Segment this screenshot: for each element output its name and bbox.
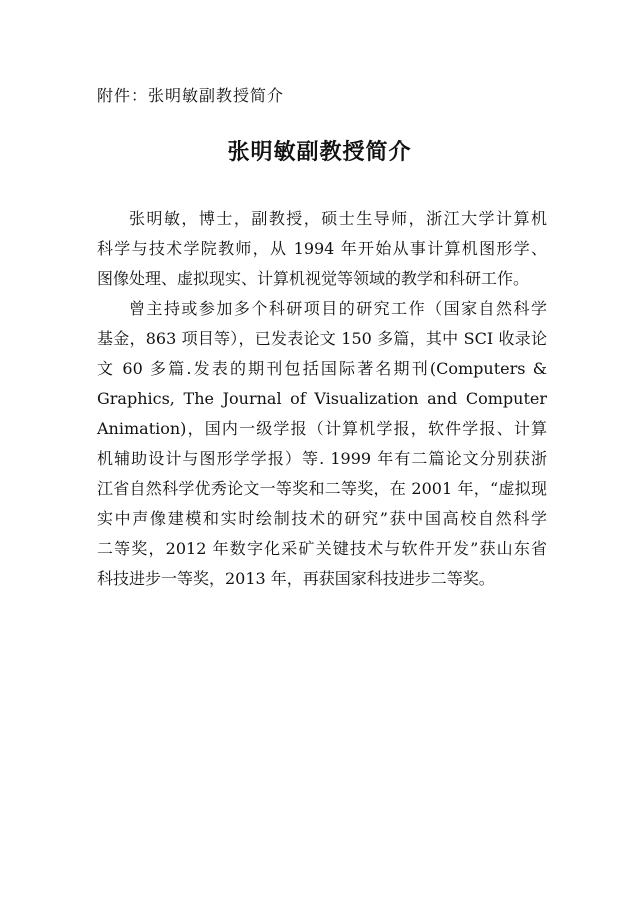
paragraph-1-line-3: 图像处理、虚拟现实、计算机视觉等领域的教学和科研工作。 <box>97 269 530 288</box>
paragraph-1-line-1: 张明敏，博士，副教授，硕士生导师，浙江大学计算机 <box>129 209 547 228</box>
paragraph-2-line-3: 文 60 多篇.发表的期刊包括国际著名期刊(Computers & <box>97 359 547 378</box>
biography-body <box>97 204 547 594</box>
paragraph-2-line-9: 二等奖，2012 年数字化采矿关键技术与软件开发”获山东省 <box>97 539 547 558</box>
paragraph-2-line-8: 实中声像建模和实时绘制技术的研究”获中国高校自然科学 <box>97 509 547 528</box>
paragraph-2-line-10: 科技进步一等奖，2013 年，再获国家科技进步二等奖。 <box>97 569 495 588</box>
paragraph-2-line-5: Animation)，国内一级学报（计算机学报，软件学报、计算 <box>97 419 547 438</box>
page-title: 张明敏副教授简介 <box>227 140 412 165</box>
paragraph-2-line-6: 机辅助设计与图形学学报）等. 1999 年有二篇论文分别获浙 <box>97 449 547 468</box>
paragraph-2-line-2: 基金，863 项目等），已发表论文 150 多篇，其中 SCI 收录论 <box>97 329 547 348</box>
paragraph-2-line-7: 江省自然科学优秀论文一等奖和二等奖，在 2001 年，“虚拟现 <box>97 479 547 498</box>
paragraph-2-line-1: 曾主持或参加多个科研项目的研究工作（国家自然科学 <box>129 299 547 318</box>
attachment-label: 附件：张明敏副教授简介 <box>97 86 285 105</box>
paragraph-2-line-4: Graphics, The Journal of Visualization and Computer <box>97 389 547 408</box>
paragraph-1-line-2: 科学与技术学院教师，从 1994 年开始从事计算机图形学、 <box>97 239 547 258</box>
